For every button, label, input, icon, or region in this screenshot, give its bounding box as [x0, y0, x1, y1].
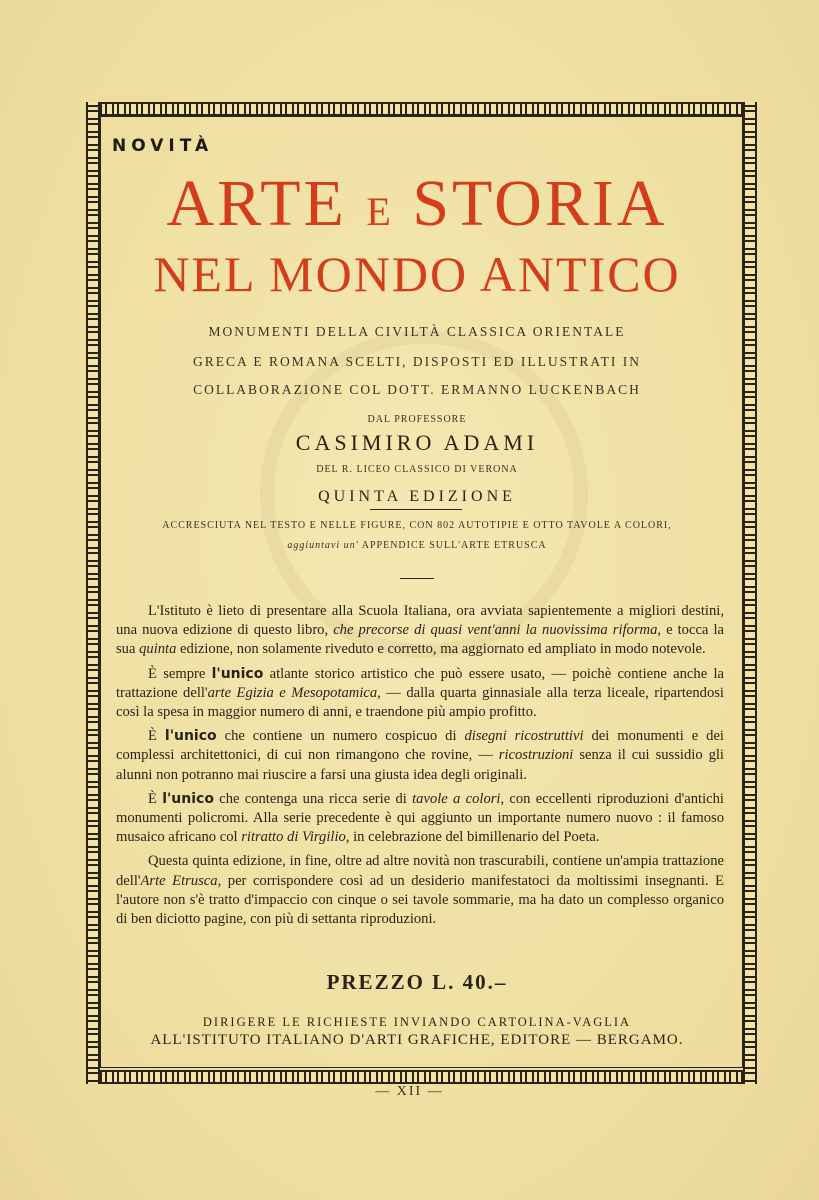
p4-text-d: , in celebrazione del bimillenario del Poeta.	[345, 829, 600, 846]
p4-text-a: È	[148, 790, 163, 807]
divider	[400, 578, 434, 579]
border-top	[86, 102, 757, 116]
paragraph-5	[116, 852, 724, 929]
author-affiliation: DEL R. LICEO CLASSICO DI VERONA	[316, 464, 518, 475]
p3-unico: l'unico	[164, 728, 217, 745]
price: PREZZO L. 40.–	[326, 970, 508, 994]
p5-italic: Arte Etrusca	[140, 872, 218, 889]
p3-italic-2: ricostruzioni	[498, 747, 574, 764]
edition-title: QUINTA EDIZIONE	[318, 488, 516, 505]
subtitle-line-3: COLLABORAZIONE COL DOTT. ERMANNO LUCKENBACH	[193, 382, 641, 397]
title-line-2: NEL MONDO ANTICO	[153, 246, 681, 302]
author-prefix: DAL PROFESSORE	[367, 414, 467, 425]
p1-text-a: L'Istituto è lieto di presentare alla Scuola Italiana, ora avviata sapientemente a migliori destini, una nuova edizione di questo libro,	[116, 603, 724, 639]
edition-note-rest: APPENDICE SULL'ARTE ETRUSCA	[358, 540, 547, 551]
p2-text-a: È sempre	[148, 665, 212, 682]
p1-text-b: , e tocca la sua	[116, 622, 724, 658]
border-left	[86, 102, 100, 1084]
p3-text-b: che contiene un numero cospicuo di	[216, 728, 465, 745]
p4-text-b: che contenga una ricca serie di	[213, 790, 413, 807]
p1-italic-1: che precorse di quasi vent'anni la nuovissima riforma	[333, 622, 658, 639]
subtitle-line-1: MONUMENTI DELLA CIVILTÀ CLASSICA ORIENTALE	[208, 324, 626, 339]
paragraph-4	[116, 790, 724, 848]
p1-text-c: edizione, non solamente riveduto e corretto, ma aggiornato ed ampliato in modo notevole.	[176, 641, 706, 658]
p2-text-c: , — dalla quarta ginnasiale alla terza liceale, ripartendosi così la spesa in maggior numero di anni, e traendone più ampio profitto.	[116, 684, 724, 721]
footer-line-2: ALL'ISTITUTO ITALIANO D'ARTI GRAFICHE, EDITORE — BERGAMO.	[150, 1032, 684, 1048]
p3-italic-1: disegni ricostruttivi	[464, 728, 584, 745]
paragraph-1	[116, 602, 724, 660]
p4-text-c: , con eccellenti riproduzioni d'antichi monumenti policromi. Alla serie precedente è qui aggiunto un importante numero nuovo : il famoso musaico africano col	[116, 790, 724, 846]
p2-italic: arte Egizia e Mesopotamica	[207, 684, 378, 701]
p3-text-d: senza il cui sussidio gli alunni non potranno mai riuscire a farsi una giusta idea degli originali.	[116, 747, 724, 783]
novita-label: NOVITÀ	[112, 136, 214, 156]
p5-text-a: Questa quinta edizione, in fine, oltre ad altre novità non trascurabili, contiene un'ampia trattazione dell'	[116, 853, 724, 889]
title-word-storia: STORIA	[412, 167, 668, 240]
p3-text-a: È	[148, 728, 165, 745]
p5-text-b: , per corrispondere così ad un desiderio manifestatoci da moltissimi insegnanti. E l'autore non s'è tratto d'impaccio con cinque o sei tavole sommarie, ma ha dato un complesso organico di ben diciotto pagine, con più di settanta riproduzioni.	[116, 872, 724, 928]
p4-unico: l'unico	[162, 790, 214, 807]
body-text	[116, 602, 724, 934]
border-right	[743, 102, 757, 1084]
edition-note-1: ACCRESCIUTA NEL TESTO E NELLE FIGURE, CON 802 AUTOTIPIE E OTTO TAVOLE A COLORI,	[162, 520, 672, 531]
paragraph-2	[116, 665, 724, 723]
edition-note-2	[112, 540, 722, 551]
author-name: CASIMIRO ADAMI	[295, 430, 539, 455]
page-number: — XII —	[375, 1084, 444, 1099]
edition-underline	[370, 509, 462, 510]
p2-text-b: atlante storico artistico che può essere usato, — poichè contiene anche la trattazione dell'	[116, 665, 724, 701]
p1-italic-2: quinta	[139, 641, 177, 658]
border-bottom	[86, 1070, 757, 1084]
p4-italic-1: tavole a colori	[412, 790, 501, 807]
edition-note-italic: aggiuntavi un'	[287, 540, 359, 551]
p3-text-c: dei monumenti e dei complessi architettonici, di cui non rimangono che rovine, —	[116, 728, 724, 764]
footer-line-1: DIRIGERE LE RICHIESTE INVIANDO CARTOLINA-VAGLIA	[202, 1015, 632, 1029]
title-word-arte: ARTE	[166, 167, 347, 240]
title-line-1	[112, 166, 722, 250]
p2-unico: l'unico	[211, 665, 264, 682]
paragraph-3	[116, 727, 724, 785]
subtitle-line-2: GRECA E ROMANA SCELTI, DISPOSTI ED ILLUSTRATI IN	[192, 354, 641, 369]
p4-italic-2: ritratto di Virgilio	[241, 829, 346, 846]
title-conj: E	[366, 189, 393, 234]
